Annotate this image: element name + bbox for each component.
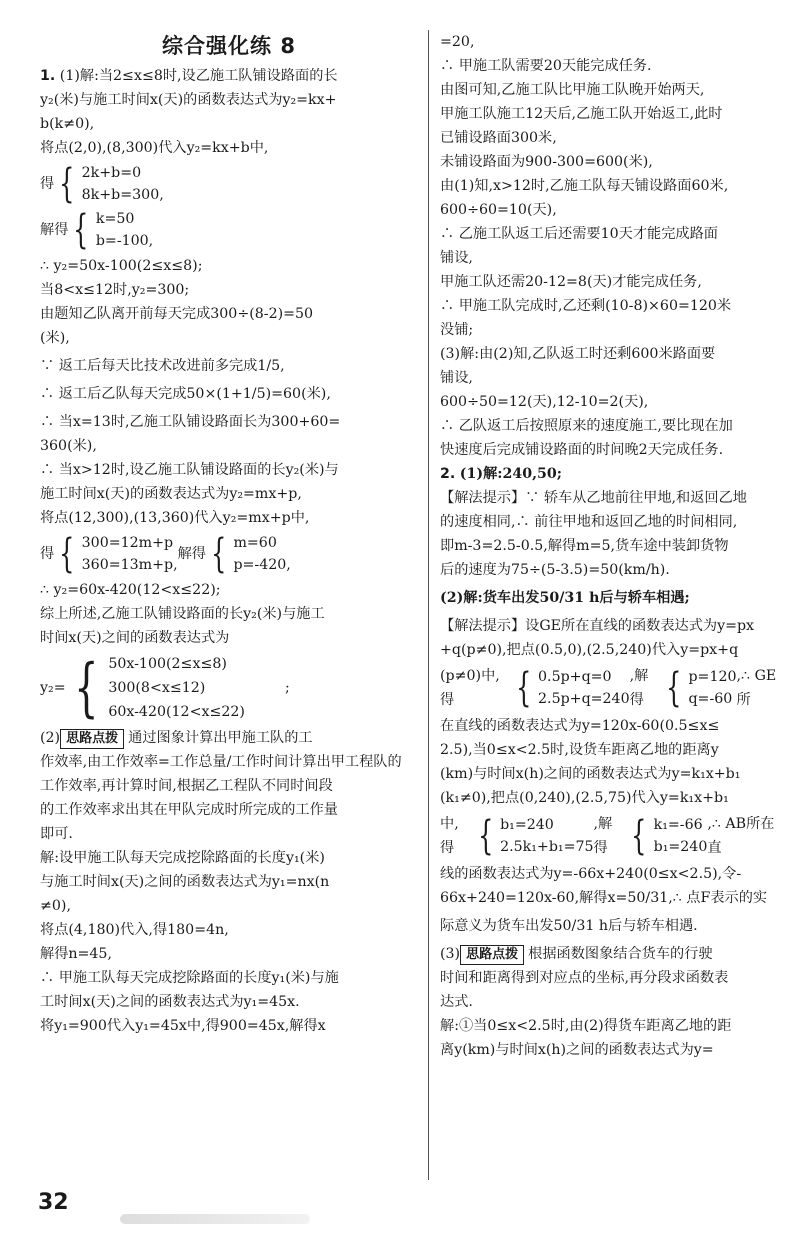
- text-line: 没铺;: [440, 322, 474, 338]
- text-line: 工作效率,再计算时间,根据乙工程队不同时间段: [40, 778, 333, 794]
- text-line: (3)解:由(2)知,乙队返工时还剩600米路面要: [440, 346, 716, 362]
- equation-system: 解得 { k=50 b=-100,: [40, 207, 154, 253]
- text-line: ∴ y₂=60x-420(12<x≤22);: [40, 582, 221, 598]
- page-title: 综合强化练 8: [162, 34, 296, 58]
- equation-system: 得 { 2k+b=0 8k+b=300,: [40, 161, 164, 207]
- question-number: 2.: [440, 466, 456, 482]
- text-line: ∴ y₂=50x-100(2≤x≤8);: [40, 258, 203, 274]
- text-line: 由(1)知,x>12时,乙施工队每天铺设路面60米,: [440, 178, 729, 194]
- piecewise-function: y₂= { 50x-100(2≤x≤8) 300(8<x≤12) 60x-420(12<x≤22) ;: [40, 651, 290, 725]
- text-line: 解:设甲施工队每天完成挖除路面的长度y₁(米): [40, 850, 325, 866]
- text-line: 铺设,: [440, 250, 473, 266]
- text-line: (3) 思路点拨 根据函数图象结合货车的行驶: [440, 942, 788, 966]
- text-line: 2.5),当0≤x<2.5时,设货车距离乙地的距离y: [440, 742, 719, 758]
- text-line: 600÷60=10(天),: [440, 202, 557, 218]
- hint-tag: 思路点拨: [60, 729, 124, 749]
- text-line: 将点(4,180)代入,得180=4n,: [40, 922, 229, 938]
- text-line: 铺设,: [440, 370, 473, 386]
- page-number: 32: [38, 1190, 69, 1215]
- text-line: 甲施工队施工12天后,乙施工队开始返工,此时: [440, 106, 723, 122]
- text-line: 即可.: [40, 826, 73, 842]
- text-line: ≠0),: [40, 898, 71, 914]
- text-line: 即m-3=2.5-0.5,解得m=5,货车途中装卸货物: [440, 538, 729, 554]
- text-line: 的工作效率求出其在甲队完成时所完成的工作量: [40, 802, 338, 818]
- hint-tag: 思路点拨: [460, 945, 524, 965]
- text-line: ∴ 当x>12时,设乙施工队铺设路面的长y₂(米)与: [40, 462, 339, 478]
- text-line: 后的速度为75÷(5-3.5)=50(km/h).: [440, 562, 670, 578]
- text-line: 解得n=45,: [40, 946, 112, 962]
- text-line: 作效率,由工作效率=工作总量/工作时间计算出甲工程队的: [40, 754, 402, 770]
- text-line: 线的函数表达式为y=-66x+240(0≤x<2.5),令-: [440, 866, 742, 882]
- text-line: 在直线的函数表达式为y=120x-60(0.5≤x≤: [440, 718, 720, 734]
- text-line: 未铺设路面为900-300=600(米),: [440, 154, 653, 170]
- equation-system: 得 { 300=12m+p 360=13m+p, 解得 { m=60 p=-420,: [40, 531, 291, 577]
- text-line: 【解法提示】∵ 轿车从乙地前往甲地,和返回乙地: [440, 490, 747, 506]
- text-line: ∴ 甲施工队完成时,乙还剩(10-8)×60=120米: [440, 298, 732, 314]
- text-line: (2) 思路点拨 通过图象计算出甲施工队的工: [40, 726, 418, 750]
- text-line: 将点(12,300),(13,360)代入y₂=mx+p中,: [40, 510, 310, 526]
- text-line: (km)与时间x(h)之间的函数表达式为y=k₁x+b₁: [440, 766, 741, 782]
- text-line: 已铺设路面300米,: [440, 130, 557, 146]
- text-line: 解:①当0≤x<2.5时,由(2)得货车距离乙地的距: [440, 1018, 732, 1034]
- text-line: 快速度后完成铺设路面的时间晚2天完成任务.: [440, 442, 724, 458]
- column-divider: [428, 30, 429, 1180]
- text-line: (k₁≠0),把点(0,240),(2.5,75)代入y=k₁x+b₁: [440, 790, 729, 806]
- text-line: (2)解:货车出发50/31 h后与轿车相遇;: [440, 590, 690, 606]
- text-line: 2. (1)解:240,50;: [440, 466, 563, 482]
- text-line: y₂(米)与施工时间x(天)的函数表达式为y₂=kx+: [40, 92, 337, 108]
- text-line: 施工时间x(天)的函数表达式为y₂=mx+p,: [40, 486, 302, 502]
- equation-system: 中,得 { b₁=240 2.5k₁+b₁=75 ,解得 { k₁=-66 b₁=240 ,∴ AB所在直: [440, 813, 775, 859]
- equation-system: (p≠0)中,得 { 0.5p+q=0 2.5p+q=240 ,解得 { p=120 q=-60 ,∴ GE所: [440, 665, 777, 711]
- text-line: +q(p≠0),把点(0.5,0),(2.5,240)代入y=px+q: [440, 642, 739, 658]
- question-number: 1.: [40, 68, 56, 84]
- text-line: 360(米),: [40, 438, 97, 454]
- text-line: 工时间x(天)之间的函数表达式为y₁=45x.: [40, 994, 300, 1010]
- text-line: ∴ 甲施工队需要20天能完成任务.: [440, 58, 652, 74]
- text-line: 由图可知,乙施工队比甲施工队晚开始两天,: [440, 82, 705, 98]
- text-line: ∴ 乙队返工后按照原来的速度施工,要比现在加: [440, 418, 733, 434]
- text-line: ∴ 当x=13时,乙施工队铺设路面长为300+60=: [40, 414, 341, 430]
- text-line: =20,: [440, 34, 475, 50]
- scan-smear: [120, 1214, 310, 1224]
- text-line: 与施工时间x(天)之间的函数表达式为y₁=nx(n: [40, 874, 330, 890]
- text-line: 66x+240=120x-60,解得x=50/31,∴ 点F表示的实: [440, 890, 768, 906]
- text-line: 由题知乙队离开前每天完成300÷(8-2)=50: [40, 306, 314, 322]
- right-column: [440, 30, 788, 1062]
- text-line: 将点(2,0),(8,300)代入y₂=kx+b中,: [40, 140, 269, 156]
- text-line: ∴ 返工后乙队每天完成50×(1+1/5)=60(米),: [40, 386, 331, 402]
- text-line: 离y(km)与时间x(h)之间的函数表达式为y=: [440, 1042, 714, 1058]
- text-line: 时间x(天)之间的函数表达式为: [40, 630, 230, 646]
- text-line: 600÷50=12(天),12-10=2(天),: [440, 394, 649, 410]
- text-line: 【解法提示】设GE所在直线的函数表达式为y=px: [440, 618, 755, 634]
- text-line: 达式.: [440, 994, 473, 1010]
- text-line: 1. (1)解:当2≤x≤8时,设乙施工队铺设路面的长: [40, 68, 338, 84]
- text-line: (米),: [40, 330, 70, 346]
- text-line: 甲施工队还需20-12=8(天)才能完成任务,: [440, 274, 702, 290]
- text-line: ∵ 返工后每天比技术改进前多完成1/5,: [40, 358, 285, 374]
- text-line: 将y₁=900代入y₁=45x中,得900=45x,解得x: [40, 1018, 326, 1034]
- text-line: 际意义为货车出发50/31 h后与轿车相遇.: [440, 918, 698, 934]
- left-column: [40, 30, 418, 1038]
- text-line: b(k≠0),: [40, 116, 95, 132]
- text-line: 的速度相同,∴ 前往甲地和返回乙地的时间相同,: [440, 514, 738, 530]
- text-line: ∴ 乙施工队返工后还需要10天才能完成路面: [440, 226, 718, 242]
- text-line: 当8<x≤12时,y₂=300;: [40, 282, 190, 298]
- text-line: ∴ 甲施工队每天完成挖除路面的长度y₁(米)与施: [40, 970, 339, 986]
- text-line: 时间和距离得到对应点的坐标,再分段求函数表: [440, 970, 729, 986]
- text-line: 综上所述,乙施工队铺设路面的长y₂(米)与施工: [40, 606, 325, 622]
